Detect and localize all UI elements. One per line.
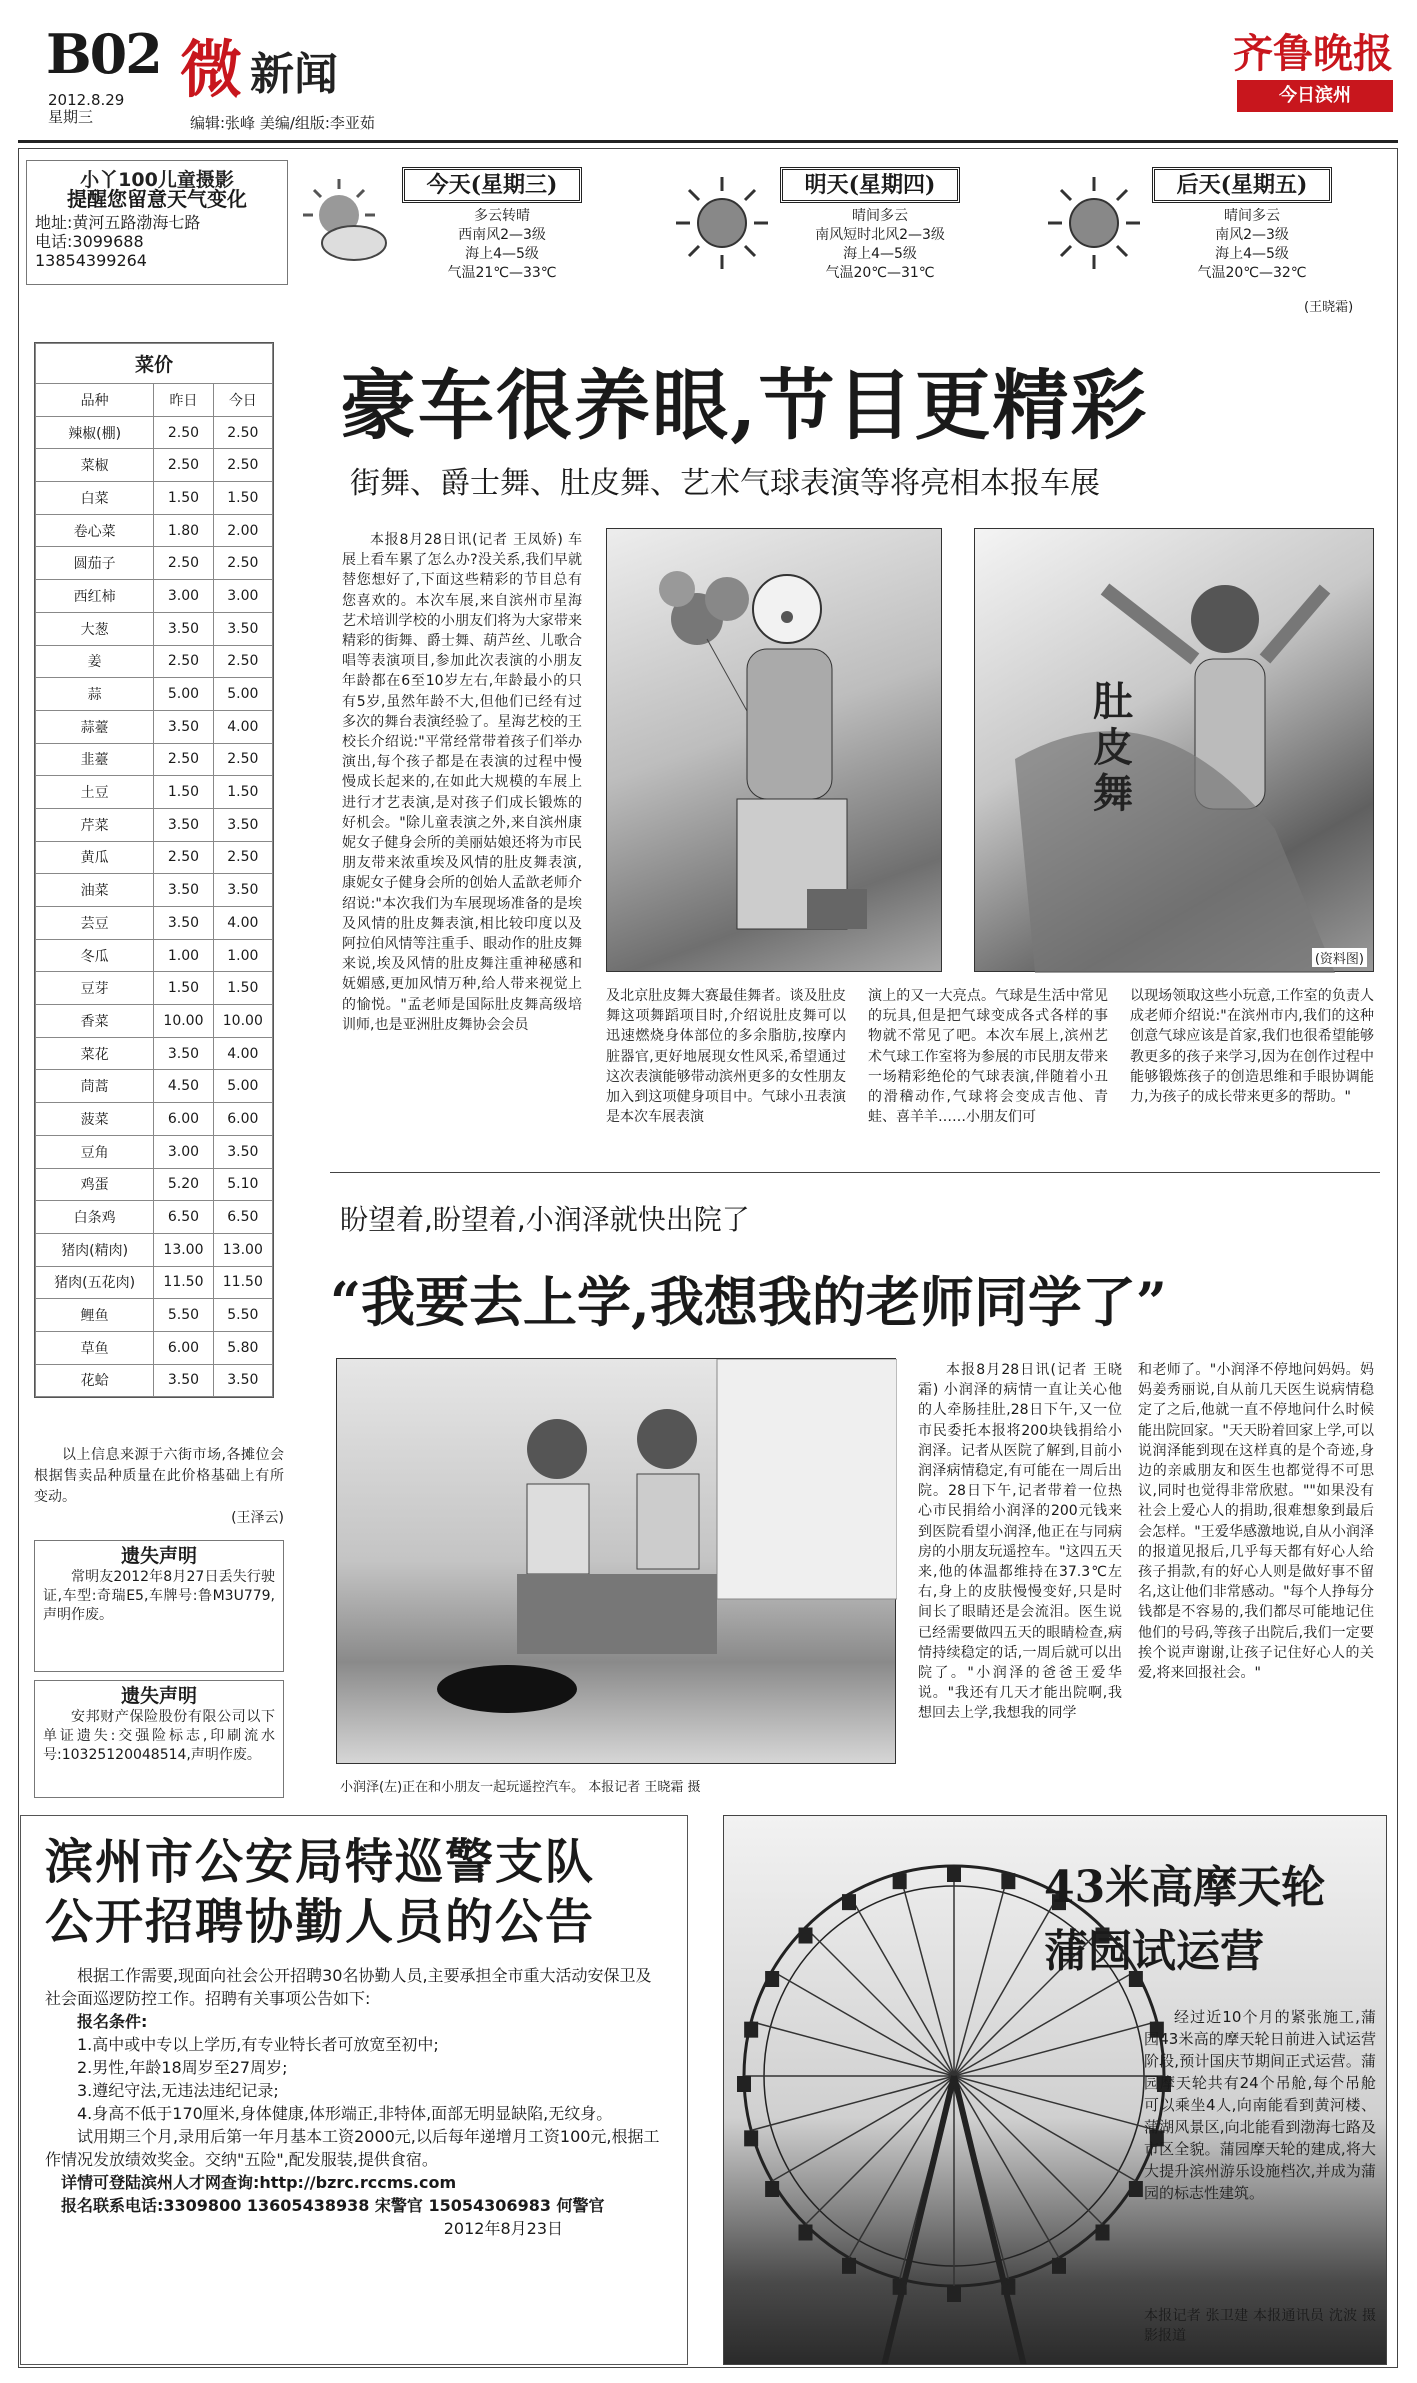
table-row: [36, 416, 273, 449]
table-cell: 6.50: [213, 1201, 272, 1234]
table-row: [36, 939, 273, 972]
photo-credit: (资料图): [1312, 948, 1367, 967]
children-playing-image: [337, 1359, 897, 1765]
table-cell: 6.00: [154, 1331, 213, 1364]
photo-caption: 小润泽(左)正在和小朋友一起玩遥控汽车。 本报记者 王晓霜 摄: [340, 1780, 701, 1795]
table-cell: 菜花: [36, 1037, 154, 1070]
table-row: [36, 1168, 273, 1201]
table-cell: 韭薹: [36, 743, 154, 776]
weather-day-title: 明天(星期四): [780, 167, 960, 203]
table-cell: 茼蒿: [36, 1070, 154, 1103]
edition-tag: 今日滨州: [1237, 80, 1393, 112]
table-row: [36, 874, 273, 907]
wheel-spoke: [806, 1928, 954, 2076]
wheel-cabin: [1095, 2224, 1109, 2240]
table-row: [36, 776, 273, 809]
table-cell: 1.50: [213, 972, 272, 1005]
hospital-photo: [336, 1358, 896, 1764]
table-cell: 5.00: [213, 1070, 272, 1103]
wheel-cabin: [799, 1928, 813, 1944]
issue-date: 2012.8.29 星期三: [48, 91, 125, 126]
table-row: [36, 1037, 273, 1070]
table-row: [36, 580, 273, 613]
table-cell: 1.80: [154, 514, 213, 547]
weather-day-after: [1044, 163, 1404, 293]
header-rule: [18, 140, 1398, 143]
table-cell: 蒜: [36, 678, 154, 711]
table-cell: 2.50: [213, 645, 272, 678]
wheel-cabin: [765, 1971, 779, 1987]
table-cell: 3.50: [154, 874, 213, 907]
table-row: [36, 1201, 273, 1234]
table-cell: 2.50: [213, 416, 272, 449]
table-cell: 3.50: [154, 1364, 213, 1397]
table-cell: 鲤鱼: [36, 1299, 154, 1332]
table-cell: 油菜: [36, 874, 154, 907]
table-cell: 姜: [36, 645, 154, 678]
lost-notice-1: 遗失声明 常明友2012年8月27日丢失行驶证,车型:奇瑞E5,车牌号:鲁M3U779,声明作废。: [34, 1540, 284, 1672]
table-cell: 6.00: [213, 1103, 272, 1136]
vegetable-price-table: [34, 342, 274, 1398]
notice-date: 2012年8月23日: [443, 2219, 563, 2238]
table-row: [36, 841, 273, 874]
belly-dance-label: 肚皮舞: [1093, 678, 1133, 817]
table-row: [36, 1266, 273, 1299]
table-row: [36, 449, 273, 482]
wheel-spoke: [954, 1873, 1008, 2076]
table-cell: 4.00: [213, 710, 272, 743]
wheel-spoke: [954, 2076, 1136, 2181]
table-row: [36, 907, 273, 940]
table-cell: 豆芽: [36, 972, 154, 1005]
wheel-cabin: [947, 1866, 961, 1882]
sun-icon: [672, 173, 772, 273]
paper-masthead: 齐鲁晚报: [1233, 30, 1393, 77]
table-cell: 3.50: [213, 808, 272, 841]
subhead-car-show: 街舞、爵士舞、肚皮舞、艺术气球表演等将亮相本报车展: [350, 466, 1100, 501]
table-cell: 3.50: [213, 1364, 272, 1397]
table-row: [36, 1233, 273, 1266]
table-cell: 蒜薹: [36, 710, 154, 743]
table-cell: 猪肉(五花肉): [36, 1266, 154, 1299]
wheel-spoke: [772, 2076, 954, 2181]
table-cell: 2.50: [213, 547, 272, 580]
table-cell: 土豆: [36, 776, 154, 809]
table-cell: 5.20: [154, 1168, 213, 1201]
wheel-spoke: [849, 2076, 954, 2258]
story2-col1: 本报8月28日讯(记者 王晓霜) 小润泽的病情一直让关心他的人牵肠挂肚,28日下午,又一位市民委托本报将200块钱捐给小润泽。记者从医院了解到,目前小润泽病情稳定,有可能在一周后出院。28日下午,记者带着一位热心市民捐给小润泽的200元钱来到医院看望小润泽,他正在与同病房的小朋友玩遥控车。"这四五天来,他的体温都维持在37.3℃左右,身上的皮肤慢慢变好,只是时间长了眼睛还是会流泪。医生说已经需要做四五天的眼睛检查,病情持续稳定的话,一周后就可以出院了。"小润泽的爸爸王爱华说。"我还有几天才能出院啊,我想回去上学,我想我的同学: [918, 1362, 1122, 1722]
table-cell: 3.50: [213, 874, 272, 907]
table-cell: 豆角: [36, 1135, 154, 1168]
story1-col3: 演上的又一大亮点。气球是生活中常见的玩具,但是把气球变成各式各样的事物就不常见了吧。本次车展上,滨州艺术气球工作室将为参展的市民朋友带来一场精彩绝伦的气球表演,伴随着小丑的滑稽动作,气球将会变成吉他、青蛙、喜羊羊……小朋友们可: [868, 988, 1108, 1126]
table-cell: 10.00: [213, 1005, 272, 1038]
story1-col2: 及北京肚皮舞大赛最佳舞者。谈及肚皮舞这项舞蹈项目时,介绍说肚皮舞可以迅速燃烧身体部位的多余脂肪,按摩内脏器官,更好地展现女性风采,希望通过这次表演能够带动滨州更多的女性朋友加入到这项健身项目中。气球小丑表演是本次车展表演: [606, 988, 846, 1126]
table-cell: 6.50: [154, 1201, 213, 1234]
price-note: 以上信息来源于六街市场,各摊位会根据售卖品种质量在此价格基础上有所变动。 (王泽云): [34, 1447, 284, 1526]
table-row: [36, 743, 273, 776]
table-row: [36, 710, 273, 743]
table-cell: 1.00: [213, 939, 272, 972]
notice-pay: 试用期三个月,录用后第一年月基本工资2000元,以后每年递增月工资100元,根据工作情况发放绩效奖金。交纳"五险",配发服装,提供食宿。: [45, 2127, 660, 2169]
table-header: 品种: [36, 384, 154, 417]
clown-photo: [606, 528, 942, 972]
notice-contact1: 详情可登陆滨州人才网查询:http://bzrc.rccms.com: [61, 2173, 457, 2192]
story1-col1: 本报8月28日讯(记者 王凤娇) 车展上看车累了怎么办?没关系,我们早就替您想好了,下面这些精彩的节目总有您喜欢的。本次车展,来自滨州市星海艺术培训学校的小朋友们将为大家带来精彩的街舞、爵士舞、葫芦丝、儿歌合唱等表演项目,参加此次表演的小朋友年龄都在6至10岁左右,年龄最小的只有5岁,虽然年龄不大,但他们已经有过多次的舞台表演经验了。星海艺校的王校长介绍说:"平常经常带着孩子们举办演出,每个孩子都是在表演的过程中慢慢成长起来的,在如此大规模的车展上进行才艺表演,是对孩子们成长锻炼的好机会。"除儿童表演之外,来自滨州康妮女子健身会所的美丽姑娘还将为市民朋友带来浓重埃及风情的肚皮舞表演,康妮女子健身会所的创始人孟歆老师介绍说:"本次我们为车展现场准备的是埃及风情的肚皮舞表演,相比较印度以及阿拉伯风情等注重手、眼动作的肚皮舞来说,埃及风情的肚皮舞注重神秘感和妩媚感,更加风情万种,给人带来视觉上的愉悦。"孟老师是国际肚皮舞高级培训师,也是亚洲肚皮舞协会会员: [342, 532, 582, 1033]
table-row: [36, 482, 273, 515]
wheel-spoke: [954, 1971, 1136, 2076]
table-cell: 1.50: [154, 482, 213, 515]
wheel-spoke: [954, 2022, 1157, 2076]
table-cell: 6.00: [154, 1103, 213, 1136]
section-logo-text: 新闻: [250, 49, 338, 100]
ferris-headline: 43米高摩天轮 蒲园试运营: [1044, 1862, 1326, 1977]
table-cell: 1.50: [154, 972, 213, 1005]
table-row: [36, 678, 273, 711]
story1-col4: 以现场领取这些小玩意,工作室的负责人成老师介绍说:"在滨州市内,我们的这种创意气球应该是首家,我们也很希望能够教更多的孩子来学习,因为在创作过程中能够锻炼孩子的创造思维和手眼协调能力,为孩子的成长带来更多的帮助。": [1130, 988, 1374, 1106]
table-cell: 3.50: [154, 808, 213, 841]
story2-col2: 和老师了。"小润泽不停地问妈妈。妈妈姜秀丽说,自从前几天医生说病情稳定了之后,他就一直不停地问什么时候能出院回家。"天天盼着回家上学,可以说润泽能到现在这样真的是个奇迹,身边的亲戚朋友和医生也都觉得不可思议,同时也觉得非常欣慰。""如果没有社会上爱心人的捐助,很难想象到最后会怎样。"王爱华感激地说,自从小润泽的报道见报后,几乎每天都有好心人给孩子捐款,有的好心人则是做好事不留名,这让他们非常感动。"每个人挣每分钱都是不容易的,我们都尽可能地记住他们的号码,等孩子出院后,我们一定要挨个说声谢谢,让孩子记住好心人的关爱,将来回报社会。": [1138, 1362, 1374, 1682]
table-header: 昨日: [154, 384, 213, 417]
table-cell: 5.50: [213, 1299, 272, 1332]
recruitment-notice: [20, 1815, 688, 2365]
weather-details: 多云转晴 西南风2—3级 海上4—5级 气温21℃—33℃: [447, 208, 557, 281]
table-cell: 3.50: [154, 612, 213, 645]
table-cell: 3.50: [154, 907, 213, 940]
notice-intro: 根据工作需要,现面向社会公开招聘30名协勤人员,主要承担全市重大活动安保卫及社会面巡逻防控工作。招聘有关事项公告如下:: [45, 1966, 652, 2008]
wheel-cabin: [744, 2130, 758, 2146]
table-cell: 鸡蛋: [36, 1168, 154, 1201]
table-row: [36, 612, 273, 645]
wheel-cabin: [842, 2258, 856, 2274]
requirement-item: 1.高中或中专以上学历,有专业特长者可放宽至初中;: [77, 2035, 439, 2054]
table-row: [36, 1299, 273, 1332]
table-cell: 芹菜: [36, 808, 154, 841]
table-row: [36, 547, 273, 580]
table-cell: 11.50: [213, 1266, 272, 1299]
table-row: [36, 1070, 273, 1103]
table-row: [36, 1103, 273, 1136]
table-row: [36, 645, 273, 678]
table-cell: 1.50: [154, 776, 213, 809]
table-cell: 芸豆: [36, 907, 154, 940]
weather-day-title: 今天(星期三): [402, 167, 582, 203]
notice-req-title: 报名条件:: [77, 2012, 148, 2031]
editor-credits: 编辑:张峰 美编/组版:李亚茹: [190, 114, 375, 132]
table-cell: 草鱼: [36, 1331, 154, 1364]
table-cell: 2.50: [213, 449, 272, 482]
table-row: [36, 972, 273, 1005]
section-divider: [330, 1172, 1380, 1173]
wheel-spoke: [751, 2022, 954, 2076]
table-header: 今日: [213, 384, 272, 417]
table-cell: 大葱: [36, 612, 154, 645]
table-cell: 3.50: [213, 1135, 272, 1168]
requirement-item: 2.男性,年龄18周岁至27周岁;: [77, 2058, 288, 2077]
wheel-cabin: [893, 1873, 907, 1889]
wheel-cabin: [799, 2224, 813, 2240]
ferris-credit: 本报记者 张卫建 本报通讯员 沈波 摄影报道: [1144, 2308, 1376, 2344]
table-row: [36, 1364, 273, 1397]
ferris-body: 经过近10个月的紧张施工,蒲园43米高的摩天轮日前进入试运营阶段,预计国庆节期间正式运营。蒲园摩天轮共有24个吊舱,每个吊舱可以乘坐4人,向南能看到黄河楼、蒲湖风景区,向北能看到渤海七路及市区全貌。蒲园摩天轮的建成,将大大提升滨州游乐设施档次,并成为蒲园的标志性建筑。: [1144, 2008, 1376, 2202]
story2-kicker: 盼望着,盼望着,小润泽就快出院了: [340, 1203, 750, 1236]
page-number: B02: [46, 22, 161, 86]
belly-dance-photo: [974, 528, 1374, 972]
wheel-cabin: [947, 2286, 961, 2302]
table-cell: 3.00: [213, 580, 272, 613]
table-cell: 13.00: [154, 1233, 213, 1266]
table-cell: 花蛤: [36, 1364, 154, 1397]
sun-icon: [1044, 173, 1144, 273]
notice-requirements: [45, 2033, 663, 2125]
weather-credit: (王晓霜): [1304, 300, 1354, 315]
table-cell: 2.50: [154, 841, 213, 874]
wheel-spoke: [751, 2076, 954, 2130]
requirement-item: 4.身高不低于170厘米,身体健康,体形端正,非特体,面部无明显缺陷,无纹身。: [77, 2104, 613, 2123]
table-cell: 2.50: [154, 743, 213, 776]
table-cell: 13.00: [213, 1233, 272, 1266]
wheel-spoke: [900, 1873, 954, 2076]
table-cell: 菜椒: [36, 449, 154, 482]
story2-headline: “我要去上学,我想我的老师同学了”: [330, 1270, 1167, 1334]
table-cell: 3.50: [154, 1037, 213, 1070]
table-row: [36, 1005, 273, 1038]
table-row: [36, 1331, 273, 1364]
wheel-cabin: [1052, 2258, 1066, 2274]
table-cell: 3.50: [213, 612, 272, 645]
table-cell: 4.00: [213, 1037, 272, 1070]
ferris-wheel-photo: [723, 1815, 1387, 2365]
table-cell: 3.00: [154, 1135, 213, 1168]
table-cell: 香菜: [36, 1005, 154, 1038]
table-cell: 3.50: [154, 710, 213, 743]
notice-title-line1: 滨州市公安局特巡警支队: [45, 1834, 596, 1890]
wheel-spoke: [954, 2076, 1157, 2130]
wheel-spoke: [806, 2076, 954, 2224]
requirement-item: 3.遵纪守法,无违法违纪记录;: [77, 2081, 279, 2100]
table-cell: 菠菜: [36, 1103, 154, 1136]
partly-cloudy-icon: [294, 173, 394, 273]
wheel-spoke: [772, 1971, 954, 2076]
table-cell: 冬瓜: [36, 939, 154, 972]
table-cell: 4.00: [213, 907, 272, 940]
table-cell: 圆茄子: [36, 547, 154, 580]
wheel-spoke: [954, 2076, 1059, 2258]
wheel-cabin: [737, 2076, 751, 2092]
section-logo-mark: 微: [180, 33, 243, 106]
wheel-cabin: [842, 1894, 856, 1910]
wheel-cabin: [1001, 1873, 1015, 1889]
table-cell: 黄瓜: [36, 841, 154, 874]
lost-notice-2: 遗失声明 安邦财产保险股份有限公司以下单证遗失:交强险标志,印刷流水号:10325120048514,声明作废。: [34, 1680, 284, 1798]
wheel-spoke: [954, 2076, 1102, 2224]
weather-tomorrow: [672, 163, 1032, 293]
clown-figure-image: [607, 529, 943, 973]
table-cell: 猪肉(精肉): [36, 1233, 154, 1266]
wheel-spoke: [849, 1894, 954, 2076]
table-cell: 2.00: [213, 514, 272, 547]
table-cell: 西红柿: [36, 580, 154, 613]
table-cell: 3.00: [154, 580, 213, 613]
table-cell: 1.50: [213, 482, 272, 515]
dancer-figure-image: [975, 529, 1375, 973]
weather-details: 晴间多云 南风短时北风2—3级 海上4—5级 气温20℃—31℃: [815, 208, 945, 281]
table-cell: 1.00: [154, 939, 213, 972]
weather-today: [294, 163, 654, 293]
table-row: [36, 1135, 273, 1168]
table-cell: 5.10: [213, 1168, 272, 1201]
table-cell: 5.80: [213, 1331, 272, 1364]
table-cell: 2.50: [154, 547, 213, 580]
notice-title-line2: 公开招聘协勤人员的公告: [45, 1894, 596, 1950]
table-cell: 5.00: [154, 678, 213, 711]
notice-contact2: 报名联系电话:3309800 13605438938 宋警官 15054306983 何警官: [61, 2196, 605, 2215]
table-title: 菜价: [35, 343, 273, 383]
table-cell: 10.00: [154, 1005, 213, 1038]
wheel-cabin: [744, 2022, 758, 2038]
table-row: [36, 514, 273, 547]
table-cell: 2.50: [154, 645, 213, 678]
table-cell: 2.50: [213, 743, 272, 776]
table-cell: 11.50: [154, 1266, 213, 1299]
table-cell: 4.50: [154, 1070, 213, 1103]
table-row: [36, 808, 273, 841]
table-cell: 2.50: [213, 841, 272, 874]
weather-day-title: 后天(星期五): [1152, 167, 1332, 203]
weather-details: 晴间多云 南风2—3级 海上4—5级 气温20℃—32℃: [1197, 208, 1307, 281]
table-cell: 2.50: [154, 449, 213, 482]
table-cell: 2.50: [154, 416, 213, 449]
photo-studio-ad: 小丫100儿童摄影 提醒您留意天气变化 地址:黄河五路渤海七路 电话:3099688 13854399264: [26, 160, 288, 285]
table-cell: 1.50: [213, 776, 272, 809]
table-cell: 白菜: [36, 482, 154, 515]
table-cell: 5.00: [213, 678, 272, 711]
wheel-cabin: [1129, 2181, 1143, 2197]
headline-car-show: 豪车很养眼,节目更精彩: [340, 361, 1149, 450]
table-cell: 白条鸡: [36, 1201, 154, 1234]
table-cell: 卷心菜: [36, 514, 154, 547]
wheel-cabin: [765, 2181, 779, 2197]
table-cell: 辣椒(棚): [36, 416, 154, 449]
table-cell: 5.50: [154, 1299, 213, 1332]
